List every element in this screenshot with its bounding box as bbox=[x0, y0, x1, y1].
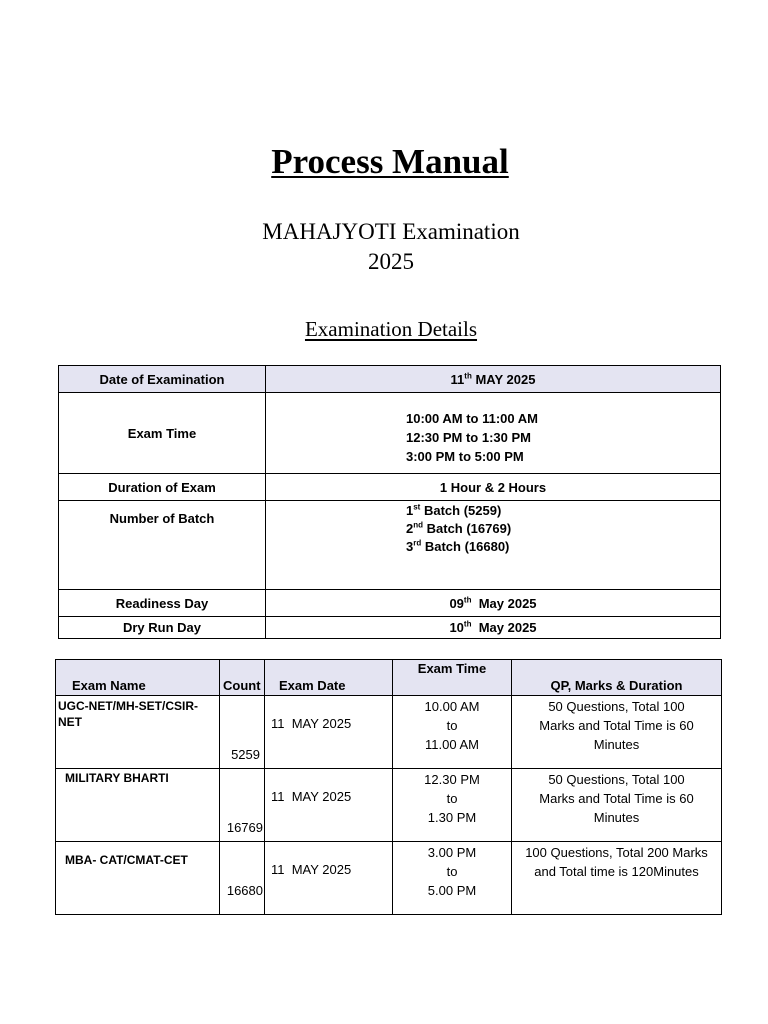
time-row bbox=[59, 393, 721, 474]
header-exam-time: Exam Time bbox=[393, 660, 512, 696]
time-slot: 10:00 AM to 11:00 AM bbox=[406, 411, 538, 426]
duration-label: Duration of Exam bbox=[59, 474, 266, 501]
date-value: 11th MAY 2025 bbox=[266, 366, 721, 393]
exam-count: 5259 bbox=[220, 696, 265, 769]
exam-time: 10.00 AM to 11.00 AM bbox=[393, 696, 512, 769]
exam-name: MBA- CAT/CMAT-CET bbox=[56, 842, 220, 915]
dryrun-row bbox=[59, 617, 721, 639]
batch-row bbox=[59, 501, 721, 590]
batch-item: 1st Batch (5259) bbox=[406, 502, 502, 518]
subtitle-line-1: MAHAJYOTI Examination bbox=[262, 219, 520, 244]
table-row bbox=[56, 842, 722, 915]
batch-values bbox=[266, 501, 721, 590]
document-title: Process Manual bbox=[271, 142, 509, 181]
header-exam-name: Exam Name bbox=[56, 660, 220, 696]
exam-date: 11 MAY 2025 bbox=[265, 769, 393, 842]
batch-label: Number of Batch bbox=[59, 501, 266, 590]
date-row bbox=[59, 366, 721, 393]
time-values bbox=[266, 393, 721, 474]
time-slot: 12:30 PM to 1:30 PM bbox=[406, 430, 531, 445]
document-subtitle bbox=[0, 217, 768, 277]
exam-date: 11 MAY 2025 bbox=[265, 696, 393, 769]
section-heading: Examination Details bbox=[304, 317, 478, 341]
batch-item: 2nd Batch (16769) bbox=[406, 520, 512, 536]
exam-name: UGC-NET/MH-SET/CSIR-NET bbox=[56, 696, 220, 769]
dryrun-label: Dry Run Day bbox=[59, 617, 266, 639]
readiness-row bbox=[59, 590, 721, 617]
exam-name: MILITARY BHARTI bbox=[56, 769, 220, 842]
batch-item: 3rd Batch (16680) bbox=[406, 538, 510, 554]
date-label: Date of Examination bbox=[59, 366, 266, 393]
exam-count: 16769 bbox=[220, 769, 265, 842]
header-exam-date: Exam Date bbox=[265, 660, 393, 696]
time-slot: 3:00 PM to 5:00 PM bbox=[406, 449, 524, 464]
examination-details-table bbox=[58, 365, 721, 639]
exam-schedule-table bbox=[55, 659, 722, 915]
readiness-label: Readiness Day bbox=[59, 590, 266, 617]
exam-qp: 50 Questions, Total 100 Marks and Total Time is 60 Minutes bbox=[512, 696, 722, 769]
exam-qp: 100 Questions, Total 200 Marks and Total time is 120Minutes bbox=[512, 842, 722, 915]
exam-qp: 50 Questions, Total 100 Marks and Total Time is 60 Minutes bbox=[512, 769, 722, 842]
exam-time: 12.30 PM to 1.30 PM bbox=[393, 769, 512, 842]
time-label: Exam Time bbox=[59, 393, 266, 474]
header-qp: QP, Marks & Duration bbox=[512, 660, 722, 696]
dryrun-value: 10th May 2025 bbox=[266, 617, 721, 639]
exam-time: 3.00 PM to 5.00 PM bbox=[393, 842, 512, 915]
header-count: Count bbox=[220, 660, 265, 696]
table-row bbox=[56, 696, 722, 769]
duration-row bbox=[59, 474, 721, 501]
table-row bbox=[56, 769, 722, 842]
exam-date: 11 MAY 2025 bbox=[265, 842, 393, 915]
subtitle-line-2: 2025 bbox=[368, 249, 414, 274]
readiness-value: 09th May 2025 bbox=[266, 590, 721, 617]
exam-table-header bbox=[56, 660, 722, 696]
duration-value: 1 Hour & 2 Hours bbox=[266, 474, 721, 501]
exam-count: 16680 bbox=[220, 842, 265, 915]
